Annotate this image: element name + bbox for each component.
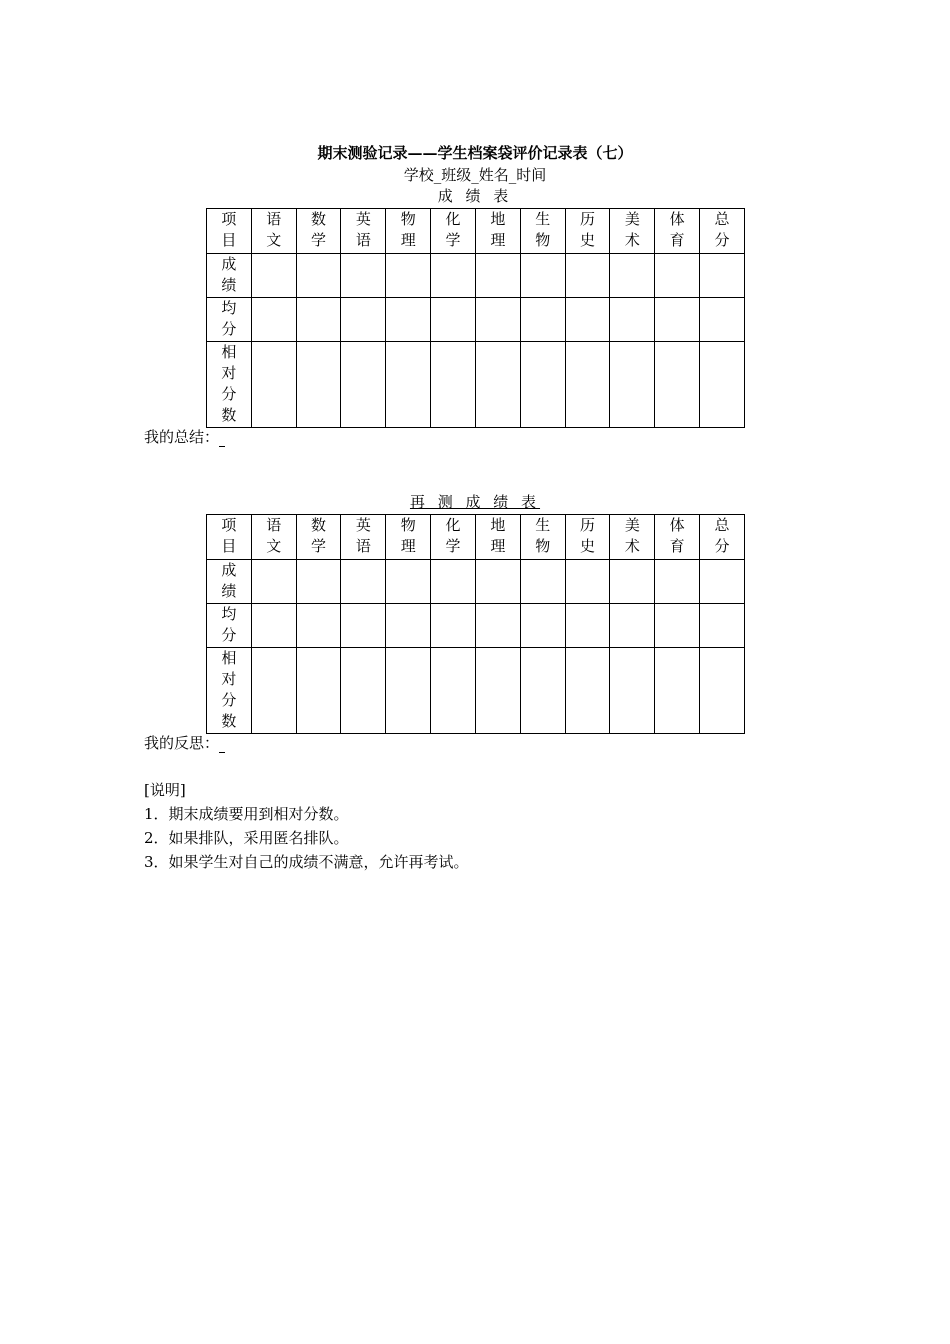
table-cell[interactable] [341, 254, 386, 298]
table-cell[interactable] [655, 254, 700, 298]
table-cell[interactable] [610, 298, 655, 342]
table-cell[interactable] [431, 298, 476, 342]
row-label: 均分 [207, 298, 252, 342]
table-cell[interactable] [475, 648, 520, 734]
table-row [207, 560, 745, 604]
header-cell: 历史 [565, 209, 610, 254]
header-cell: 生物 [520, 515, 565, 560]
table-cell[interactable] [251, 648, 296, 734]
document-subtitle: 学校_班级_姓名_时间 [403, 166, 547, 184]
table-cell[interactable] [700, 342, 745, 428]
table-cell[interactable] [341, 342, 386, 428]
explanation-item: 1．期末成绩要用到相对分数。 [144, 805, 349, 823]
grade-table [206, 208, 745, 428]
table-cell[interactable] [565, 342, 610, 428]
table-cell[interactable] [431, 604, 476, 648]
table-cell[interactable] [610, 648, 655, 734]
header-cell: 历史 [565, 515, 610, 560]
table-cell[interactable] [296, 604, 341, 648]
retest-grade-table [206, 514, 745, 734]
table-header-row [207, 515, 745, 560]
table-cell[interactable] [386, 254, 431, 298]
table-cell[interactable] [341, 298, 386, 342]
explanation-section [144, 778, 469, 874]
table-header-row [207, 209, 745, 254]
table-cell[interactable] [700, 648, 745, 734]
table-cell[interactable] [610, 560, 655, 604]
table-cell[interactable] [386, 560, 431, 604]
table-cell[interactable] [296, 560, 341, 604]
table-row [207, 604, 745, 648]
table-cell[interactable] [341, 648, 386, 734]
table-cell[interactable] [700, 560, 745, 604]
reflection-blank[interactable] [219, 738, 225, 753]
table-cell[interactable] [520, 604, 565, 648]
table-cell[interactable] [386, 342, 431, 428]
row-label: 成绩 [207, 254, 252, 298]
table-cell[interactable] [520, 298, 565, 342]
header-cell: 地理 [475, 515, 520, 560]
table-row [207, 342, 745, 428]
table-cell[interactable] [251, 342, 296, 428]
table-cell[interactable] [386, 604, 431, 648]
table-cell[interactable] [610, 254, 655, 298]
header-cell: 语文 [251, 209, 296, 254]
table-cell[interactable] [700, 604, 745, 648]
header-cell: 语文 [251, 515, 296, 560]
table-cell[interactable] [431, 648, 476, 734]
table-row [207, 254, 745, 298]
table-cell[interactable] [251, 604, 296, 648]
table-cell[interactable] [565, 254, 610, 298]
table-cell[interactable] [655, 342, 700, 428]
summary-blank[interactable] [219, 432, 225, 447]
header-cell: 项目 [207, 515, 252, 560]
table-cell[interactable] [655, 560, 700, 604]
header-cell: 总分 [700, 209, 745, 254]
header-cell: 物理 [386, 515, 431, 560]
reflection-field[interactable] [144, 733, 225, 753]
table-cell[interactable] [520, 648, 565, 734]
row-label: 成绩 [207, 560, 252, 604]
table-cell[interactable] [251, 254, 296, 298]
table2-caption: 再 测 成 绩 表 [409, 493, 541, 511]
table-cell[interactable] [655, 648, 700, 734]
table-row [207, 298, 745, 342]
table-cell[interactable] [565, 560, 610, 604]
header-cell: 总分 [700, 515, 745, 560]
header-cell: 项目 [207, 209, 252, 254]
table-cell[interactable] [475, 560, 520, 604]
explanation-heading: [说明] [144, 781, 186, 799]
table-cell[interactable] [610, 604, 655, 648]
explanation-item: 2．如果排队，采用匿名排队。 [144, 829, 349, 847]
table-cell[interactable] [251, 560, 296, 604]
table-cell[interactable] [520, 342, 565, 428]
header-cell: 英语 [341, 209, 386, 254]
table-cell[interactable] [610, 342, 655, 428]
header-cell: 美术 [610, 209, 655, 254]
table-cell[interactable] [431, 342, 476, 428]
table-cell[interactable] [655, 604, 700, 648]
table-cell[interactable] [520, 560, 565, 604]
table-cell[interactable] [296, 298, 341, 342]
explanation-item: 3．如果学生对自己的成绩不满意，允许再考试。 [144, 853, 469, 871]
table-cell[interactable] [475, 604, 520, 648]
row-label: 相对分数 [207, 342, 252, 428]
header-cell: 生物 [520, 209, 565, 254]
table1-caption: 成 绩 表 [437, 187, 513, 205]
table-cell[interactable] [251, 298, 296, 342]
table-cell[interactable] [475, 298, 520, 342]
table-cell[interactable] [565, 298, 610, 342]
table-cell[interactable] [431, 560, 476, 604]
reflection-label: 我的反思： [144, 734, 220, 752]
table-cell[interactable] [296, 254, 341, 298]
table-cell[interactable] [475, 342, 520, 428]
header-cell: 化学 [431, 515, 476, 560]
header-cell: 美术 [610, 515, 655, 560]
summary-field[interactable] [144, 427, 225, 447]
header-cell: 地理 [475, 209, 520, 254]
table-cell[interactable] [520, 254, 565, 298]
document-title: 期末测验记录——学生档案袋评价记录表（七） [317, 144, 633, 162]
header-cell: 化学 [431, 209, 476, 254]
table-cell[interactable] [296, 648, 341, 734]
table-cell[interactable] [565, 648, 610, 734]
table-row [207, 648, 745, 734]
table-cell[interactable] [700, 298, 745, 342]
header-cell: 物理 [386, 209, 431, 254]
header-cell: 体育 [655, 515, 700, 560]
header-cell: 数学 [296, 515, 341, 560]
table-cell[interactable] [341, 604, 386, 648]
header-cell: 数学 [296, 209, 341, 254]
row-label: 均分 [207, 604, 252, 648]
summary-label: 我的总结： [144, 428, 220, 446]
table-cell[interactable] [296, 342, 341, 428]
table-cell[interactable] [341, 560, 386, 604]
table-cell[interactable] [431, 254, 476, 298]
table-cell[interactable] [655, 298, 700, 342]
header-cell: 体育 [655, 209, 700, 254]
table-cell[interactable] [475, 254, 520, 298]
row-label: 相对分数 [207, 648, 252, 734]
table-cell[interactable] [386, 648, 431, 734]
header-cell: 英语 [341, 515, 386, 560]
table-cell[interactable] [565, 604, 610, 648]
table-cell[interactable] [386, 298, 431, 342]
table-cell[interactable] [700, 254, 745, 298]
